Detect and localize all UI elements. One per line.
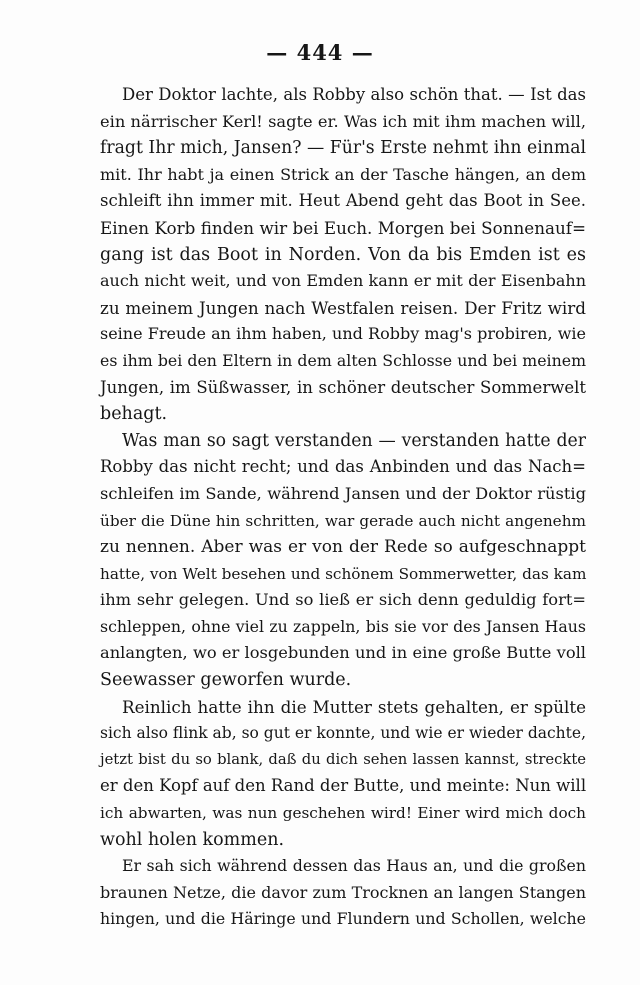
body-text [100,82,586,933]
text-line: Er sah sich während dessen das Haus an, und die großen [122,856,586,876]
text-line: zu meinem Jungen nach Westfalen reisen. Der Fritz wird [100,297,586,318]
text-line: über die Düne hin schritten, war gerade auch nicht angenehm [100,511,586,530]
text-line: er den Kopf auf den Rand der Butte, und meinte: Nun will [100,776,587,796]
text-line: behagt. [100,404,168,425]
text-line: es ihm bei den Eltern in dem alten Schlosse und bei meinem [100,350,586,370]
text-line: schleift ihn immer mit. Heut Abend geht das Boot in See. [100,191,586,211]
text-line: jetzt bist du so blank, daß du dich sehen lassen kannst, streckte [100,750,586,768]
text-line: fragt Ihr mich, Jansen? — Für's Erste nehmt ihn einmal [100,138,586,159]
text-line: braunen Netze, die davor zum Trocknen an langen Stangen [100,882,586,902]
text-line: schleppen, ohne viel zu zappeln, bis sie vor des Jansen Haus [100,616,586,636]
text-line: schleifen im Sande, während Jansen und der Doktor rüstig [100,483,586,503]
text-line: auch nicht weit, und von Emden kann er mit der Eisenbahn [100,271,586,291]
text-line: sich also flink ab, so gut er konnte, und wie er wieder dachte, [100,724,586,743]
text-line: Was man so sagt verstanden — verstanden hatte der [122,430,586,451]
text-line: Reinlich hatte ihn die Mutter stets gehalten, er spülte [122,696,586,717]
text-line: ihm sehr gelegen. Und so ließ er sich denn geduldig fort= [100,590,586,610]
text-line: ich abwarten, was nun geschehen wird! Einer wird mich doch [100,804,586,823]
page-number: — 444 — [266,40,374,65]
text-line: hingen, und die Häringe und Flundern und Schollen, welche [100,909,586,929]
text-line: Einen Korb finden wir bei Euch. Morgen bei Sonnenauf= [100,217,586,238]
text-line: wohl holen kommen. [100,829,285,850]
text-line: seine Freude an ihm haben, und Robby mag's probiren, wie [100,324,586,344]
text-line: gang ist das Boot in Norden. Von da bis Emden ist es [100,244,586,265]
text-line: zu nennen. Aber was er von der Rede so aufgeschnappt [100,537,586,558]
text-line: Seewasser geworfen wurde. [100,670,352,691]
text-line: Der Doktor lachte, als Robby also schön that. — Ist das [122,85,586,104]
text-line: hatte, von Welt besehen und schönem Sommerwetter, das kam [100,564,587,583]
text-line: anlangten, wo er losgebunden und in eine große Butte voll [100,643,586,663]
text-line: mit. Ihr habt ja einen Strick an der Tasche hängen, an dem [100,164,586,184]
text-line: Robby das nicht recht; und das Anbinden und das Nach= [100,457,586,477]
text-line: Jungen, im Süßwasser, in schöner deutscher Sommerwelt [100,377,586,397]
text-line: ein närrischer Kerl! sagte er. Was ich mit ihm machen will, [100,111,586,131]
